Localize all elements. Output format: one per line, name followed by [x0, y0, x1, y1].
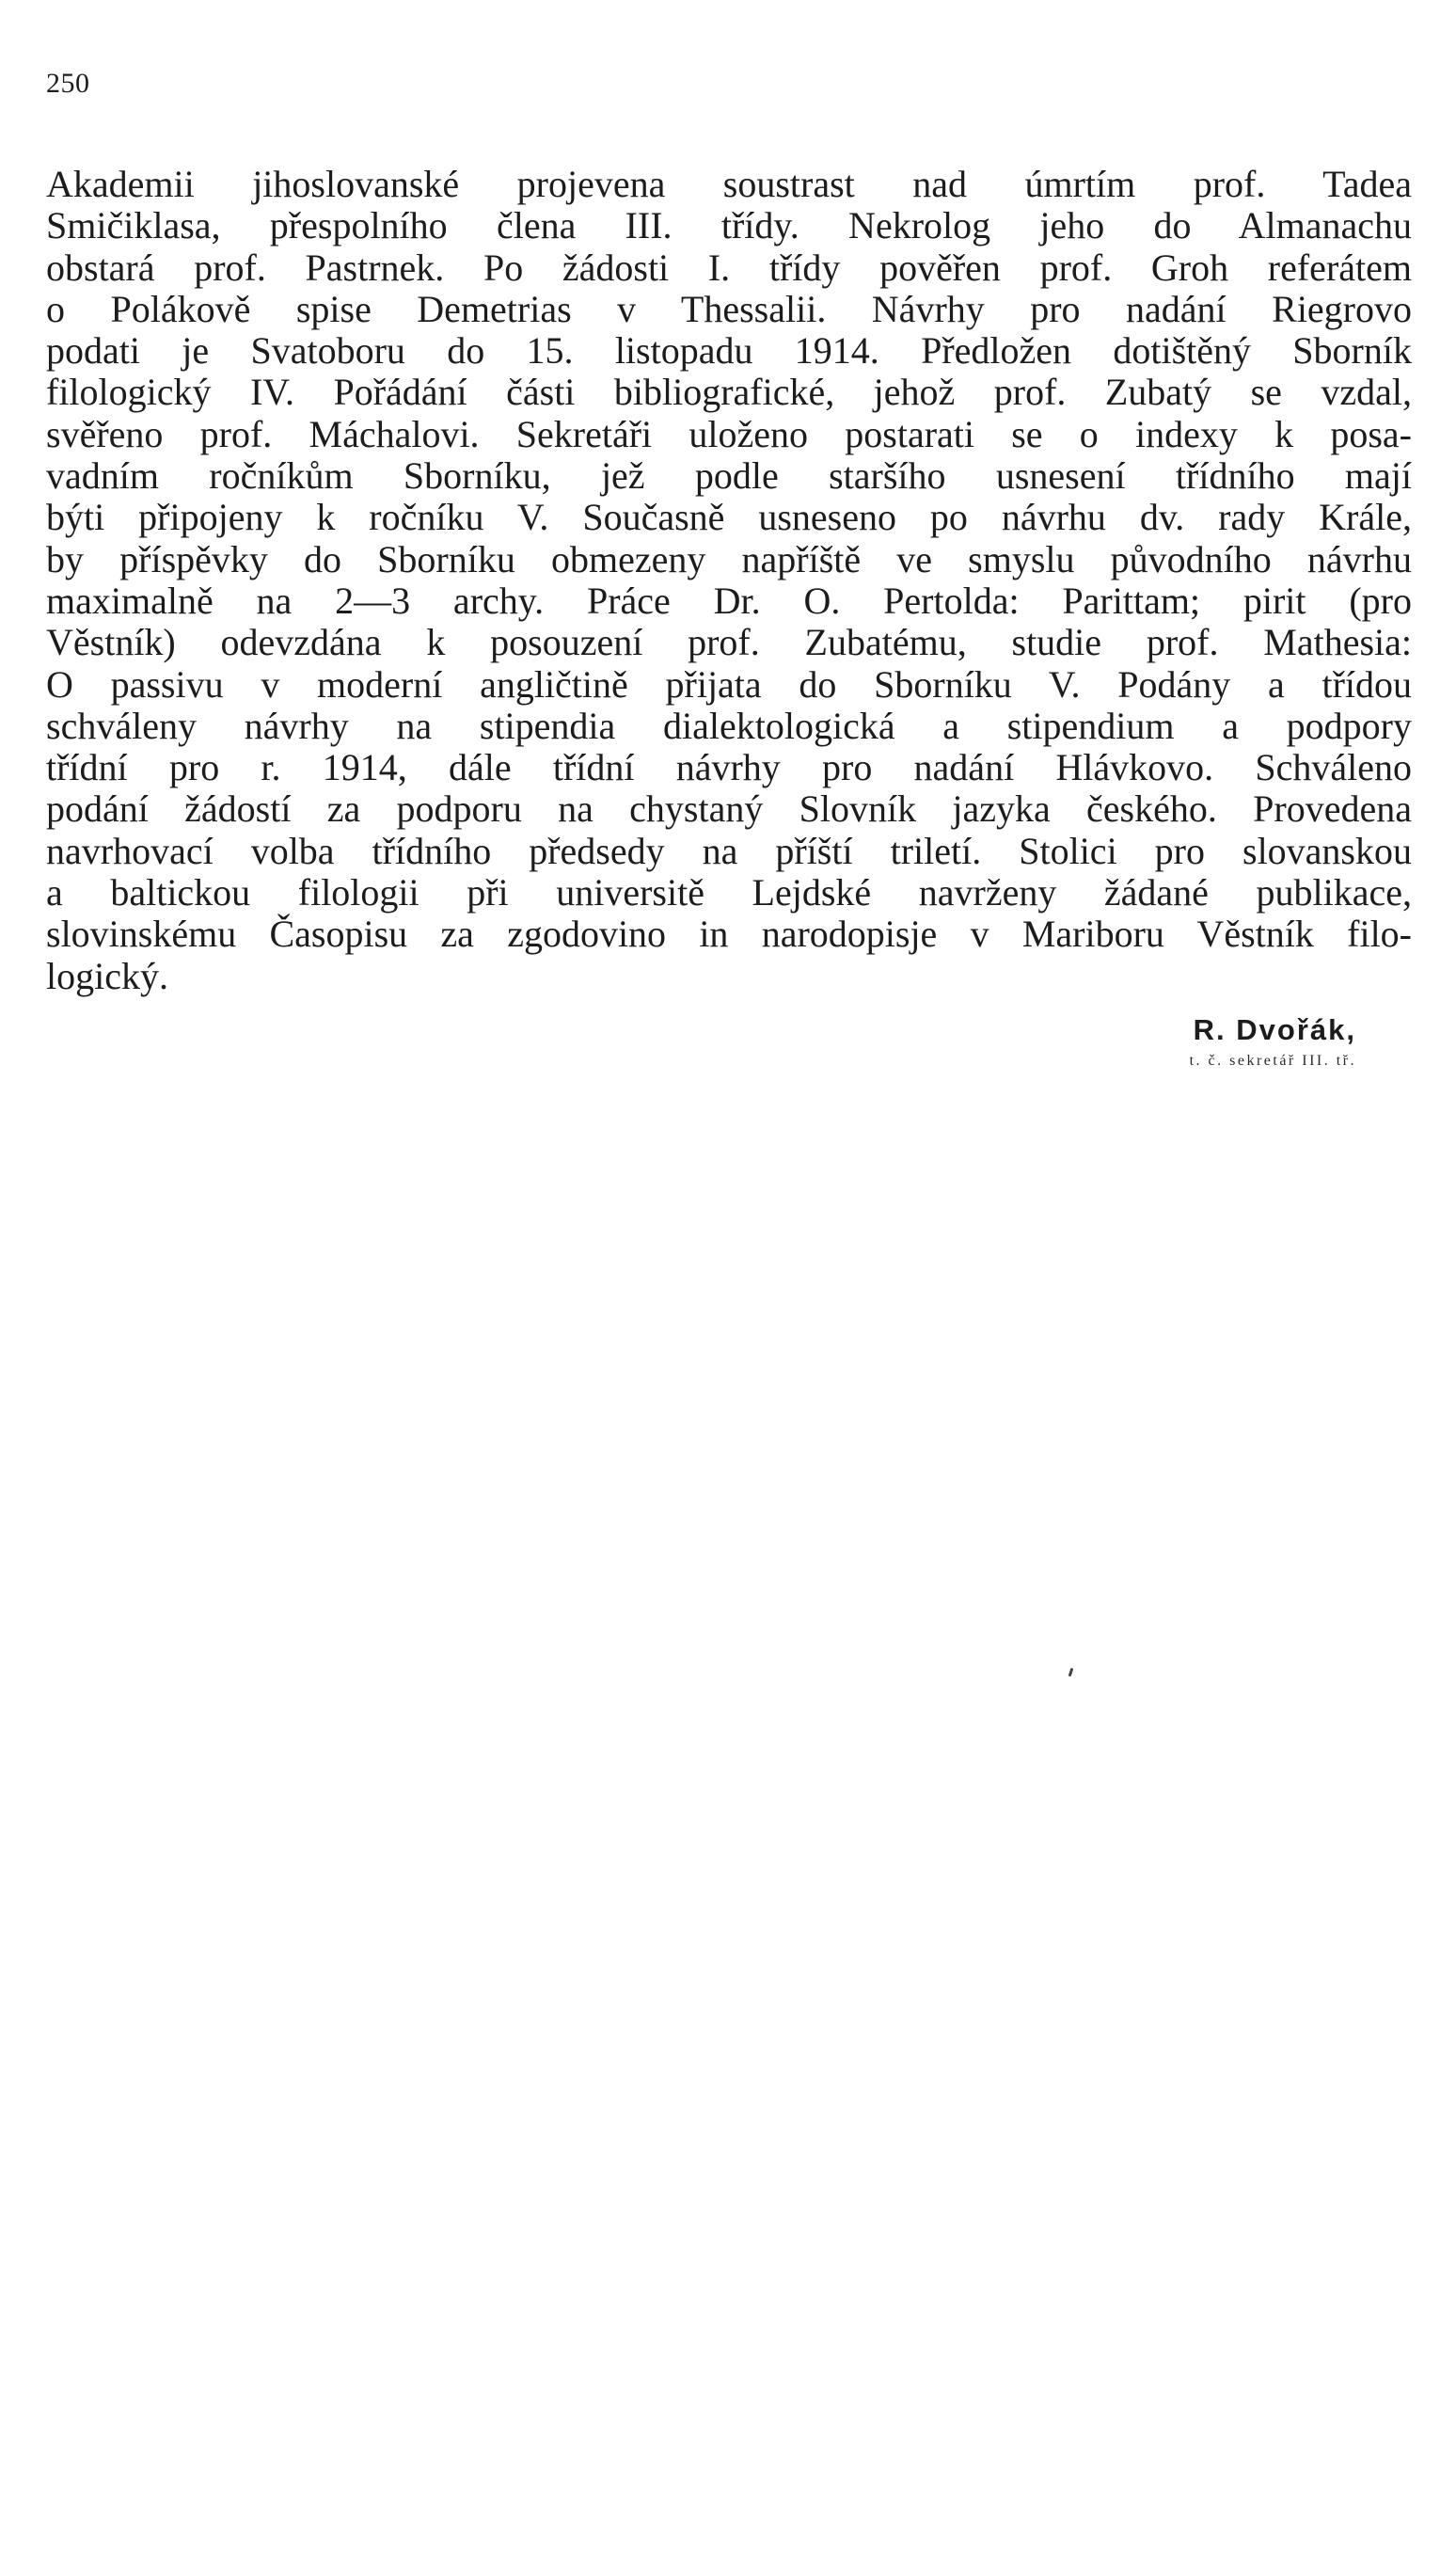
- text-line: logický.: [46, 955, 168, 997]
- signature-role: t. č. sekretář III. tř.: [1189, 1053, 1356, 1069]
- text-line: Akademii jihoslovanské projevena soustrast nad úmrtím prof. Tadea: [46, 164, 1412, 205]
- signature-name: R. Dvořák,: [1193, 1013, 1356, 1046]
- page-number: 250: [46, 68, 90, 99]
- text-line: třídní pro r. 1914, dále třídní návrhy pro nadání Hlávkovo. Schváleno: [46, 747, 1412, 789]
- text-line: podání žádostí za podporu na chystaný Slovník jazyka českého. Provedena: [46, 788, 1412, 831]
- body-paragraph: [46, 164, 1412, 997]
- text-line: schváleny návrhy na stipendia dialektologická a stipendium a podpory: [46, 705, 1412, 747]
- text-line: Smičiklasa, přespolního člena III. třídy. Nekrolog jeho do Almanachu: [46, 205, 1412, 247]
- text-line: a baltickou filologii při universitě Lejdské navrženy žádané publikace,: [46, 872, 1412, 914]
- text-line: podati je Svatoboru do 15. listopadu 1914. Předložen dotištěný Sborník: [46, 330, 1412, 373]
- text-line: o Polákově spise Demetrias v Thessalii. Návrhy pro nadání Riegrovo: [46, 288, 1412, 330]
- signature-block: [1190, 1012, 1356, 1073]
- text-line: obstará prof. Pastrnek. Po žádosti I. třídy pověřen prof. Groh referátem: [46, 246, 1412, 289]
- text-line: Věstník) odevzdána k posouzení prof. Zubatému, studie prof. Mathesia:: [46, 622, 1412, 664]
- text-line: O passivu v moderní angličtině přijata do Sborníku V. Podány a třídou: [46, 663, 1412, 706]
- text-line: maximalně na 2—3 archy. Práce Dr. O. Pertolda: Parittam; pirit (pro: [46, 580, 1412, 622]
- text-line: svěřeno prof. Máchalovi. Sekretáři uloženo postarati se o indexy k posa-: [46, 413, 1412, 455]
- text-line: filologický IV. Pořádání části bibliografické, jehož prof. Zubatý se vzdal,: [46, 372, 1412, 414]
- ink-speck: [1068, 1668, 1074, 1677]
- text-line: by příspěvky do Sborníku obmezeny napříště ve smyslu původního návrhu: [46, 538, 1412, 580]
- text-line: vadním ročníkům Sborníku, jež podle staršího usnesení třídního mají: [46, 455, 1412, 498]
- text-line: navrhovací volba třídního předsedy na příští triletí. Stolici pro slovanskou: [46, 830, 1412, 872]
- text-line: slovinskému Časopisu za zgodovino in narodopisje v Mariboru Věstník filo-: [46, 914, 1412, 956]
- text-line: býti připojeny k ročníku V. Současně usneseno po návrhu dv. rady Krále,: [46, 497, 1412, 539]
